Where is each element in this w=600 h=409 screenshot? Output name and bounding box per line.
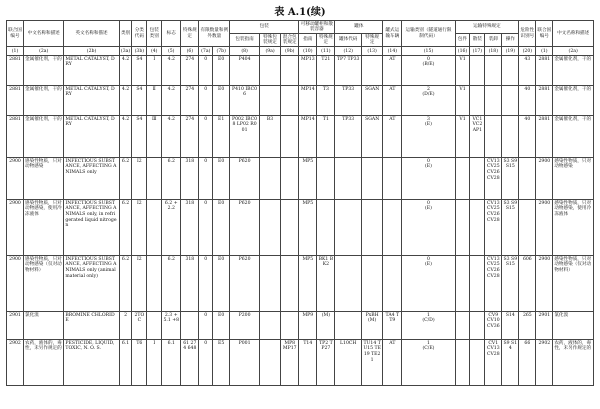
vehicle: AT [383,56,402,86]
cn-name: 感染性物质，只对动物感染，使用冷冻液体 [24,200,64,256]
un-number-2: 2900 [536,200,553,256]
tanker-special [362,56,383,86]
packing-group [147,312,162,340]
label: 4.2 [162,116,181,158]
packing-special [259,158,280,200]
cn-name: 感染性物质，只对动物感染 [24,158,64,200]
handling: CV1 CV13 CV28 [485,340,502,386]
col-pkg-sp: 特殊包装规定 [259,34,280,47]
vehicle [383,158,402,200]
transport-category: 1 (C/D) [402,312,455,340]
operation: S3 S9 S15 [502,256,519,312]
packing-group: Ⅲ [147,116,162,158]
un-number-2: 2902 [536,340,553,386]
packing-instruction: P620 [230,200,260,256]
limited-qty: 0 [199,312,213,340]
tank-instruction: MP14 [299,86,317,116]
label: 6.2 [162,256,181,312]
label: 6.2 [162,158,181,200]
col-tanker: 罐体 [335,21,383,34]
excepted-qty: E5 [213,340,230,386]
packing-special [259,56,280,86]
column-number: (5) [162,47,181,56]
hazard-id: 606 [519,256,536,312]
limited-qty: 0 [199,56,213,86]
tank-instruction: MP5 [299,200,317,256]
un-number-2: 2881 [536,116,553,158]
tanker-code: TP33 [335,86,362,116]
special-provisions: 274 [181,116,199,158]
table-row [7,256,594,312]
packing-group: Ⅱ [147,86,162,116]
col-lq-eq: 有限数量和例外数量 [199,21,230,47]
column-number: (1) [536,47,553,56]
col-packaging: 包装 [230,21,299,34]
pieces [455,256,470,312]
transport-category: 0 (B/E) [402,56,455,86]
excepted-qty: E0 [213,158,230,200]
bulk [470,200,485,256]
tanker-special [362,200,383,256]
vehicle: AT [383,116,402,158]
cn-name-2: 金属催化剂，干的 [553,56,594,86]
header-row-1 [7,21,594,34]
tank-special: T21 [317,56,335,86]
en-name: METAL CATALYST, DRY [64,56,119,86]
un-number-2: 2881 [536,86,553,116]
cn-name: 金属催化剂，干的 [24,56,64,86]
tank-instruction: MP13 [299,56,317,86]
packing-group [147,256,162,312]
class: 2 [119,312,132,340]
special-provisions: 274 [181,86,199,116]
packing-special [259,256,280,312]
mixed-packing [281,200,299,256]
pieces [455,158,470,200]
table-row [7,340,594,386]
hazard-id: 66 [519,340,536,386]
tanker-special [362,256,383,312]
limited-qty: 0 [199,158,213,200]
un-number-2: 2900 [536,158,553,200]
vehicle: AT [383,86,402,116]
special-provisions: 61 274 648 [181,340,199,386]
tank-special [317,200,335,256]
class-code: I2 [132,200,147,256]
en-name: INFECTIOUS SUBSTANCE, AFFECTING ANIMALS only (animal material only) [64,256,119,312]
excepted-qty: E0 [213,86,230,116]
pieces [455,340,470,386]
packing-special: B3 [259,116,280,158]
col-tanker-code: 罐体代码 [335,34,362,47]
label: 2.3 +5.1 +8 [162,312,181,340]
column-number: (4) [147,47,162,56]
packing-instruction: P001 [230,340,260,386]
table-row [7,86,594,116]
excepted-qty: E0 [213,56,230,86]
tank-special: TP2 TP27 [317,340,335,386]
tanker-special: SGAN [362,116,383,158]
en-name: METAL CATALYST, DRY [64,86,119,116]
packing-instruction: P410 IBC06 [230,86,260,116]
bulk [470,340,485,386]
mixed-packing [281,312,299,340]
packing-instruction: P620 [230,158,260,200]
en-name: BROMINE CHLORIDE [64,312,119,340]
column-number: (11) [317,47,335,56]
cn-name-2: 感染性物质，只对动物感染 [553,158,594,200]
bulk [470,256,485,312]
col-cn-name: 中文名称和描述 [24,21,64,47]
col-handling: 装卸 [485,34,502,47]
column-number-row [7,47,594,56]
cn-name-2: 感染性物质，只对动物感染，使用冷冻液体 [553,200,594,256]
packing-group: Ⅰ [147,340,162,386]
un-number: 2900 [7,256,24,312]
transport-category: 0 (E) [402,158,455,200]
packing-special [259,86,280,116]
col-mixed: 混合包装规定 [281,34,299,47]
un-number-2: 2881 [536,56,553,86]
vehicle: AT [383,340,402,386]
column-number: (2b) [64,47,119,56]
column-number: (9b) [281,47,299,56]
cn-name-2: 金属催化剂，干的 [553,86,594,116]
en-name: INFECTIOUS SUBSTANCE, AFFECTING ANIMALS only [64,158,119,200]
pieces: V1 [455,56,470,86]
mixed-packing [281,158,299,200]
limited-qty: 0 [199,200,213,256]
tank-instruction: MP14 [299,116,317,158]
col-transport-sp: 运输特殊规定 [455,21,519,34]
column-number: (3a) [119,47,132,56]
column-number: (16) [455,47,470,56]
operation: S9 S14 [502,340,519,386]
col-pieces: 包件 [455,34,470,47]
special-provisions: 318 [181,200,199,256]
hazard-id: 43 [519,56,536,86]
column-number: (1) [7,47,24,56]
dangerous-goods-table [6,20,594,386]
table-row [7,200,594,256]
col-un-no-2: 联合国编号 [536,21,553,47]
col-bulk: 散装 [470,34,485,47]
un-number: 2881 [7,116,24,158]
packing-instruction: P002 IBC08 LP02 R001 [230,116,260,158]
column-number: (12) [335,47,362,56]
un-number: 2901 [7,312,24,340]
operation [502,86,519,116]
packing-instruction: P200 [230,312,260,340]
pieces [455,312,470,340]
column-number: (13) [362,47,383,56]
pieces: V1 [455,86,470,116]
hazard-id: 265 [519,312,536,340]
tank-special: T3 [317,86,335,116]
table-row [7,56,594,86]
special-provisions [181,312,199,340]
column-number: (19) [502,47,519,56]
tanker-code [335,200,362,256]
col-tank-group: 可移动罐柜和散装容器 [300,21,333,33]
col-hazard-id: 危险性识别号 [519,21,536,47]
table-row [7,158,594,200]
limited-qty: 0 [199,86,213,116]
packing-group [147,158,162,200]
un-number-2: 2900 [536,256,553,312]
handling [485,56,502,86]
un-number-2: 2901 [536,312,553,340]
tanker-code [335,158,362,200]
table-title: 表 A.1(续) [274,7,326,18]
cn-name-2: 农药，液体的，毒性，未另作规定的 [553,340,594,386]
table-row [7,312,594,340]
limited-qty: 0 [199,116,213,158]
mixed-packing: MP8 MP17 [281,340,299,386]
column-number: (17) [470,47,485,56]
transport-category: 3 (E) [402,116,455,158]
col-pkg-instr: 包装指南 [230,34,260,47]
un-number: 2900 [7,200,24,256]
class: 4.2 [119,86,132,116]
packing-group [147,200,162,256]
transport-category: 0 (E) [402,200,455,256]
class-code: S4 [132,56,147,86]
tanker-code [335,312,362,340]
class-code: S4 [132,86,147,116]
cn-name-2: 金属催化剂，干的 [553,116,594,158]
column-number: (14) [383,47,402,56]
column-number: (18) [485,47,502,56]
cn-name-2: 氯化溴 [553,312,594,340]
pieces: V1 [455,116,470,158]
tank-special: T1 [317,116,335,158]
en-name: INFECTIOUS SUBSTANCE, AFFECTING ANIMALS only, in refrigerated liquid nitrogen [64,200,119,256]
class: 6.2 [119,158,132,200]
handling: CV9 CV10 CV36 [485,312,502,340]
packing-special [259,340,280,386]
excepted-qty: E1 [213,116,230,158]
special-provisions: 274 [181,56,199,86]
col-tanker-sp: 特殊规定 [362,34,383,47]
tank-special: (M) [317,312,335,340]
pieces [455,200,470,256]
class-code: 2TOC [132,312,147,340]
column-number: (7a) [199,47,213,56]
tank-instruction: MP5 [299,158,317,200]
col-operation: 操作 [502,34,519,47]
class-code: I2 [132,158,147,200]
handling: CV13 CV25 CV26 CV28 [485,256,502,312]
tank-instruction: MP5 [299,256,317,312]
transport-category: 2 (D/E) [402,86,455,116]
column-number: (2a) [553,47,594,56]
hazard-id: 40 [519,116,536,158]
col-label: 标志 [162,21,181,47]
tank-instruction: T14 [299,340,317,386]
limited-qty: 0 [199,256,213,312]
tank-special: BK1 BK2 [317,256,335,312]
col-tank-instr: 指南 [299,34,317,47]
class-code: T6 [132,340,147,386]
class-code: I2 [132,256,147,312]
un-number: 2902 [7,340,24,386]
column-number: (15) [402,47,455,56]
column-number: (8) [230,47,260,56]
un-number: 2881 [7,86,24,116]
tanker-special: PxBH (M) [362,312,383,340]
class: 4.2 [119,116,132,158]
special-provisions: 318 [181,158,199,200]
col-sp: 特殊规定 [181,21,199,47]
transport-category: 1 (C/E) [402,340,455,386]
mixed-packing [281,116,299,158]
un-number: 2881 [7,56,24,86]
excepted-qty: E0 [213,312,230,340]
special-provisions: 318 [181,256,199,312]
col-cn-name-2: 中文名称和描述 [553,21,594,47]
cn-name: 农药，液体的，毒性，未另作规定的 [24,340,64,386]
en-name: PESTICIDE, LIQUID, TOXIC, N. O. S. [64,340,119,386]
cn-name: 氯化溴 [24,312,64,340]
packing-special [259,200,280,256]
bulk [470,56,485,86]
tanker-special: TU14 TU15 TE19 TE21 [362,340,383,386]
hazard-id: 40 [519,86,536,116]
cn-name: 感染性物质，只对动物感染（仅对动物材料） [24,256,64,312]
bulk [470,86,485,116]
class: 4.2 [119,56,132,86]
tanker-special: SGAN [362,86,383,116]
cn-name-2: 感染性物质，只对动物感染（仅对动物材料） [553,256,594,312]
vehicle: TA4 TT9 [383,312,402,340]
packing-instruction: P404 [230,56,260,86]
column-number: (3b) [132,47,147,56]
col-un-no: 联合国编号 [7,21,24,47]
bulk [470,312,485,340]
col-transport-cat: 运输类别（隧道通行限制代码） [402,21,455,47]
tanker-special [362,158,383,200]
excepted-qty: E0 [213,256,230,312]
packing-group: Ⅰ [147,56,162,86]
label: 6.1 [162,340,181,386]
label: 6.2 + 2.2 [162,200,181,256]
vehicle [383,256,402,312]
operation: S3 S9 S15 [502,158,519,200]
tanker-code: TP33 [335,116,362,158]
vehicle [383,200,402,256]
col-class: 类别 [119,21,132,47]
bulk: VC1 VC2 AP1 [470,116,485,158]
packing-instruction: P620 [230,256,260,312]
tanker-code: TP7 TP33 [335,56,362,86]
handling [485,116,502,158]
table-row [7,116,594,158]
operation: S3 S9 S15 [502,200,519,256]
tank-special [317,158,335,200]
col-pg: 包装类别 [147,21,162,47]
mixed-packing [281,256,299,312]
cn-name: 金属催化剂，干的 [24,86,64,116]
column-number: (2a) [24,47,64,56]
handling: CV13 CV25 CV26 CV28 [485,200,502,256]
col-vehicle: 罐式运输车辆 [383,21,402,47]
col-en-name: 英文名称和描述 [64,21,119,47]
class-code: S4 [132,116,147,158]
handling: CV13 CV25 CV26 CV28 [485,158,502,200]
operation: S14 [502,312,519,340]
operation [502,56,519,86]
tanker-code [335,256,362,312]
class: 6.2 [119,256,132,312]
mixed-packing [281,86,299,116]
mixed-packing [281,56,299,86]
en-name: METAL CATALYST, DRY [64,116,119,158]
tank-instruction: MP9 [299,312,317,340]
label: 4.2 [162,86,181,116]
limited-qty: 0 [199,340,213,386]
bulk [470,158,485,200]
column-number: (7b) [213,47,230,56]
tanker-code: L10CH [335,340,362,386]
column-number: (6) [181,47,199,56]
hazard-id [519,158,536,200]
cn-name: 金属催化剂，干的 [24,116,64,158]
excepted-qty: E0 [213,200,230,256]
operation [502,116,519,158]
column-number: (9a) [259,47,280,56]
col-tank-sp: 特殊规定 [317,34,335,47]
un-number: 2900 [7,158,24,200]
column-number: (10) [299,47,317,56]
col-class-code: 分类代码 [132,21,147,47]
class: 6.1 [119,340,132,386]
class: 6.2 [119,200,132,256]
handling [485,86,502,116]
column-number: (20) [519,47,536,56]
packing-special [259,312,280,340]
label: 4.2 [162,56,181,86]
transport-category: 0 (E) [402,256,455,312]
hazard-id [519,200,536,256]
